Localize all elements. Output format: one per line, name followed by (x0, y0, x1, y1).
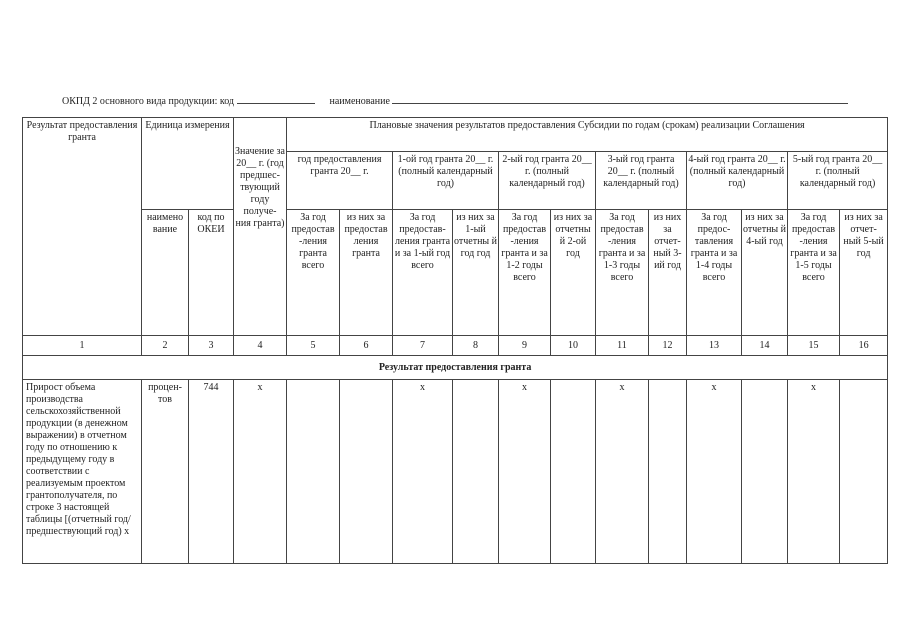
header-unit-okei: код по ОКЕИ (189, 210, 234, 336)
results-table (22, 117, 888, 564)
row-value[interactable]: x (234, 380, 287, 564)
col-num-1: 1 (23, 336, 142, 356)
col-num-3: 3 (189, 336, 234, 356)
header-year-3: 3-ый год гранта 20__ г. (полный календарный год) (596, 152, 687, 210)
col-num-2: 2 (142, 336, 189, 356)
col-num-6: 6 (340, 336, 393, 356)
col-num-5: 5 (287, 336, 340, 356)
okpd-name-label: наименование (329, 96, 390, 107)
header-sub-5: За год предостав -ления гранта всего (287, 210, 340, 336)
header-sub-14: из них за отчетны й 4-ый год (742, 210, 788, 336)
row-cell-13[interactable]: x (687, 380, 742, 564)
col-num-15: 15 (788, 336, 840, 356)
col-num-4: 4 (234, 336, 287, 356)
col-num-10: 10 (551, 336, 596, 356)
col-num-11: 11 (596, 336, 649, 356)
header-sub-12: из них за отчет- ный 3-ий год (649, 210, 687, 336)
header-unit-name: наимено вание (142, 210, 189, 336)
col-num-9: 9 (499, 336, 551, 356)
header-sub-6: из них за предостав ления гранта (340, 210, 393, 336)
header-sub-13: За год предос- тавления гранта и за 1-4 годы всего (687, 210, 742, 336)
header-unit: Единица измерения (142, 118, 234, 210)
header-sub-11: За год предостав -ления гранта и за 1-3 годы всего (596, 210, 649, 336)
col-num-7: 7 (393, 336, 453, 356)
row-unit-name[interactable]: процен- тов (142, 380, 189, 564)
header-result: Результат предоставления гранта (23, 118, 142, 336)
header-sub-16: из них за отчет- ный 5-ый год (840, 210, 888, 336)
header-value: Значение за 20__ г. (год предшес- твующий году получе- ния гранта) (234, 118, 287, 336)
col-num-8: 8 (453, 336, 499, 356)
header-sub-8: из них за 1-ый отчетны й год год (453, 210, 499, 336)
row-cell-14[interactable] (742, 380, 788, 564)
row-cell-16[interactable] (840, 380, 888, 564)
header-year-2: 2-ый год гранта 20__ г. (полный календарный год) (499, 152, 596, 210)
row-cell-5[interactable] (287, 380, 340, 564)
row-cell-12[interactable] (649, 380, 687, 564)
okpd-name-blank[interactable] (392, 94, 848, 104)
header-sub-10: из них за отчетны й 2-ой год (551, 210, 596, 336)
header-sub-7: За год предостав- ления гранта и за 1-ый год всего (393, 210, 453, 336)
col-num-14: 14 (742, 336, 788, 356)
header-year-5: 5-ый год гранта 20__ г. (полный календарный год) (788, 152, 888, 210)
okpd-code-blank[interactable] (237, 94, 315, 104)
section-title: Результат предоставления гранта (23, 356, 888, 380)
row-cell-6[interactable] (340, 380, 393, 564)
header-year-4: 4-ый год гранта 20__ г. (полный календарный год) (687, 152, 788, 210)
header-sub-9: За год предостав -ления гранта и за 1-2 годы всего (499, 210, 551, 336)
okpd-line (62, 94, 872, 107)
header-year-0: год предоставления гранта 20__ г. (287, 152, 393, 210)
row-unit-okei[interactable]: 744 (189, 380, 234, 564)
row-cell-11[interactable]: x (596, 380, 649, 564)
row-cell-7[interactable]: x (393, 380, 453, 564)
col-num-12: 12 (649, 336, 687, 356)
header-planned: Плановые значения результатов предоставления Субсидии по годам (срокам) реализации Соглашения (287, 118, 888, 152)
col-num-16: 16 (840, 336, 888, 356)
row-cell-8[interactable] (453, 380, 499, 564)
header-year-1: 1-ой год гранта 20__ г. (полный календарный год) (393, 152, 499, 210)
row-cell-9[interactable]: x (499, 380, 551, 564)
col-num-13: 13 (687, 336, 742, 356)
row-cell-15[interactable]: x (788, 380, 840, 564)
row-cell-10[interactable] (551, 380, 596, 564)
okpd-code-label: ОКПД 2 основного вида продукции: код (62, 96, 234, 107)
header-sub-15: За год предостав -ления гранта и за 1-5 годы всего (788, 210, 840, 336)
row-result-name: Прирост объема производства сельскохозяйственной продукции (в денежном выражении) в отчетном году по отношению к предыдущему году в соответствии с реализуемым проектом грантополучателя, по строке 3 настоящей таблицы [(отчетный год/ предшествующий год) x (23, 380, 142, 564)
